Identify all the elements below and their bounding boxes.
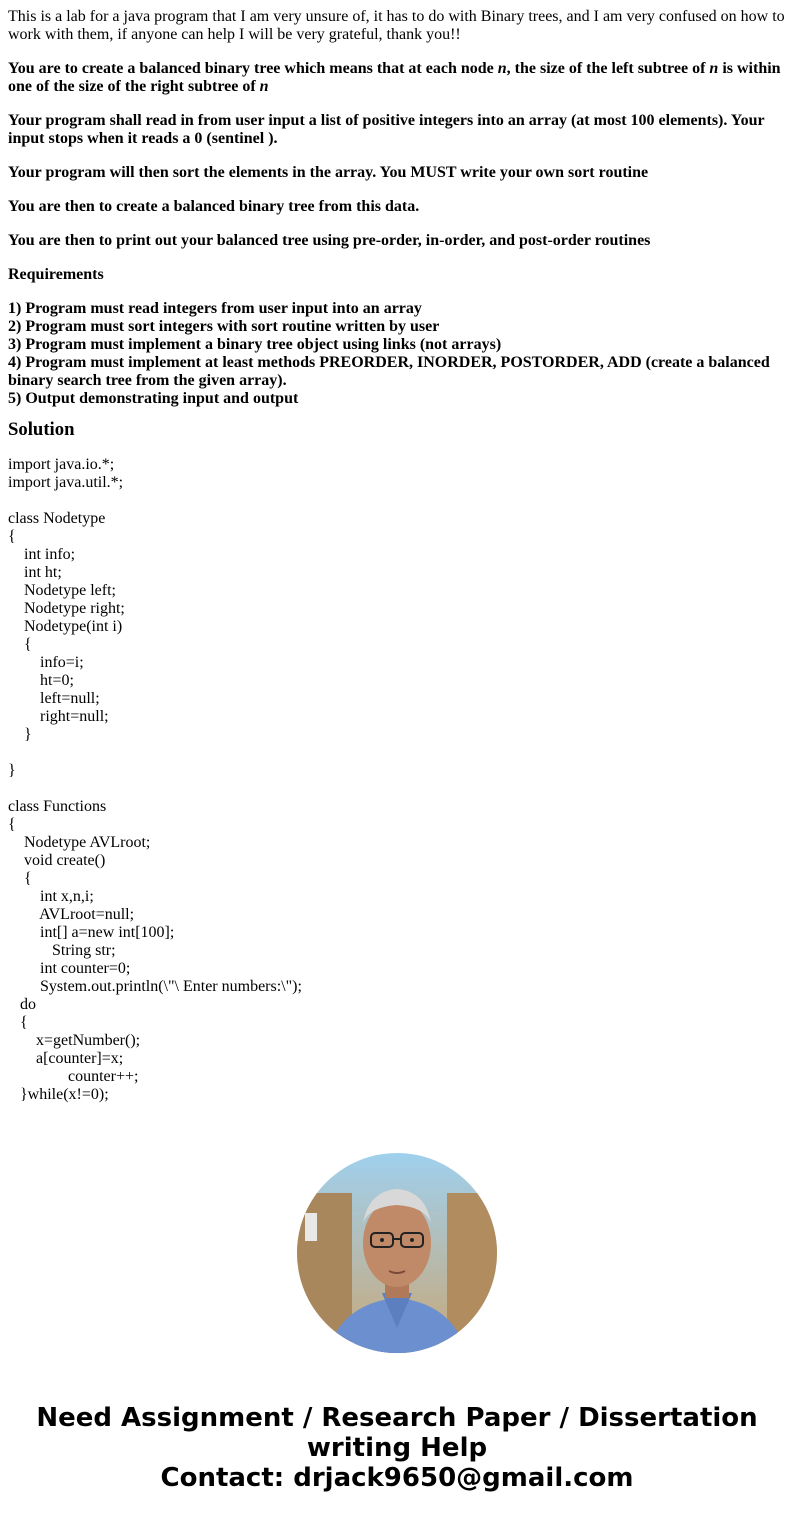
code-line: }while(x!=0); <box>8 1086 109 1103</box>
code-line: import java.util.*; <box>8 474 124 491</box>
question-paragraph-balanced-tree <box>8 60 788 96</box>
code-line: Nodetype right; <box>8 600 125 617</box>
requirement-item: 5) Output demonstrating input and output <box>8 390 299 407</box>
question-paragraph-sort: Your program will then sort the elements in the array. You MUST write your own sort routine <box>8 164 649 181</box>
contact-email: Contact: drjack9650@gmail.com <box>160 1463 634 1493</box>
code-line: { <box>8 528 16 545</box>
requirement-item: 3) Program must implement a binary tree object using links (not arrays) <box>8 336 502 353</box>
code-line: import java.io.*; <box>8 456 115 473</box>
code-line: { <box>8 870 32 887</box>
question-intro: This is a lab for a java program that I am very unsure of, it has to do with Binary trees, and I am very confused on how to work with them, if anyone can help I will be very grateful, thank you!! <box>8 8 785 43</box>
variable-n: n <box>497 60 507 77</box>
paragraph-text: You are to create a balanced binary tree which means that at each node <box>8 60 498 77</box>
author-avatar <box>297 1153 497 1353</box>
code-line: x=getNumber(); <box>8 1032 141 1049</box>
code-line: counter++; <box>8 1068 139 1085</box>
code-line: int[] a=new int[100]; <box>8 924 175 941</box>
code-line: class Nodetype <box>8 510 106 527</box>
question-paragraph-print: You are then to print out your balanced tree using pre-order, in-order, and post-order routines <box>8 232 651 249</box>
requirements-list <box>8 300 788 408</box>
paragraph-text: is within one of the size of the right subtree of <box>8 60 781 95</box>
code-line: info=i; <box>8 654 84 671</box>
code-line: right=null; <box>8 708 109 725</box>
code-line: class Functions <box>8 798 107 815</box>
code-line: Nodetype left; <box>8 582 116 599</box>
requirement-item: 1) Program must read integers from user input into an array <box>8 300 422 317</box>
code-line <box>8 780 788 798</box>
question-paragraph-create-tree: You are then to create a balanced binary tree from this data. <box>8 198 420 215</box>
code-line: int ht; <box>8 564 62 581</box>
code-line <box>8 492 788 510</box>
code-line: int counter=0; <box>8 960 131 977</box>
requirement-item: 4) Program must implement at least methods PREORDER, INORDER, POSTORDER, ADD (create a balanced binary search tree from the given array). <box>8 354 770 389</box>
contact-banner <box>0 1403 794 1493</box>
requirement-item: 2) Program must sort integers with sort routine written by user <box>8 318 440 335</box>
code-line: int x,n,i; <box>8 888 94 905</box>
code-line: } <box>8 762 16 779</box>
code-line: AVLroot=null; <box>8 906 135 923</box>
document-content <box>8 8 788 1104</box>
question-paragraph-input: Your program shall read in from user input a list of positive integers into an array (at most 100 elements). Your input stops when it reads a 0 (sentinel ). <box>8 112 765 147</box>
solution-heading: Solution <box>8 419 75 440</box>
solution-code <box>8 456 788 1104</box>
banner-line: writing Help <box>306 1433 488 1463</box>
code-line: Nodetype AVLroot; <box>8 834 151 851</box>
variable-n: n <box>259 78 269 95</box>
code-line: do <box>8 996 36 1013</box>
code-line: ht=0; <box>8 672 74 689</box>
paragraph-text: , the size of the left subtree of <box>506 60 710 77</box>
code-line: void create() <box>8 852 106 869</box>
code-line: String str; <box>8 942 116 959</box>
code-line: } <box>8 726 32 743</box>
code-line: { <box>8 816 16 833</box>
code-line: a[counter]=x; <box>8 1050 124 1067</box>
code-line: { <box>8 1014 28 1031</box>
requirements-heading: Requirements <box>8 266 104 283</box>
banner-line: Need Assignment / Research Paper / Dissertation <box>36 1403 758 1433</box>
code-line <box>8 744 788 762</box>
code-line: int info; <box>8 546 76 563</box>
code-line: left=null; <box>8 690 100 707</box>
variable-n: n <box>709 60 719 77</box>
author-photo <box>297 1153 497 1353</box>
code-line: { <box>8 636 32 653</box>
code-line: Nodetype(int i) <box>8 618 123 635</box>
code-line: System.out.println(\"\ Enter numbers:\"); <box>8 978 302 995</box>
